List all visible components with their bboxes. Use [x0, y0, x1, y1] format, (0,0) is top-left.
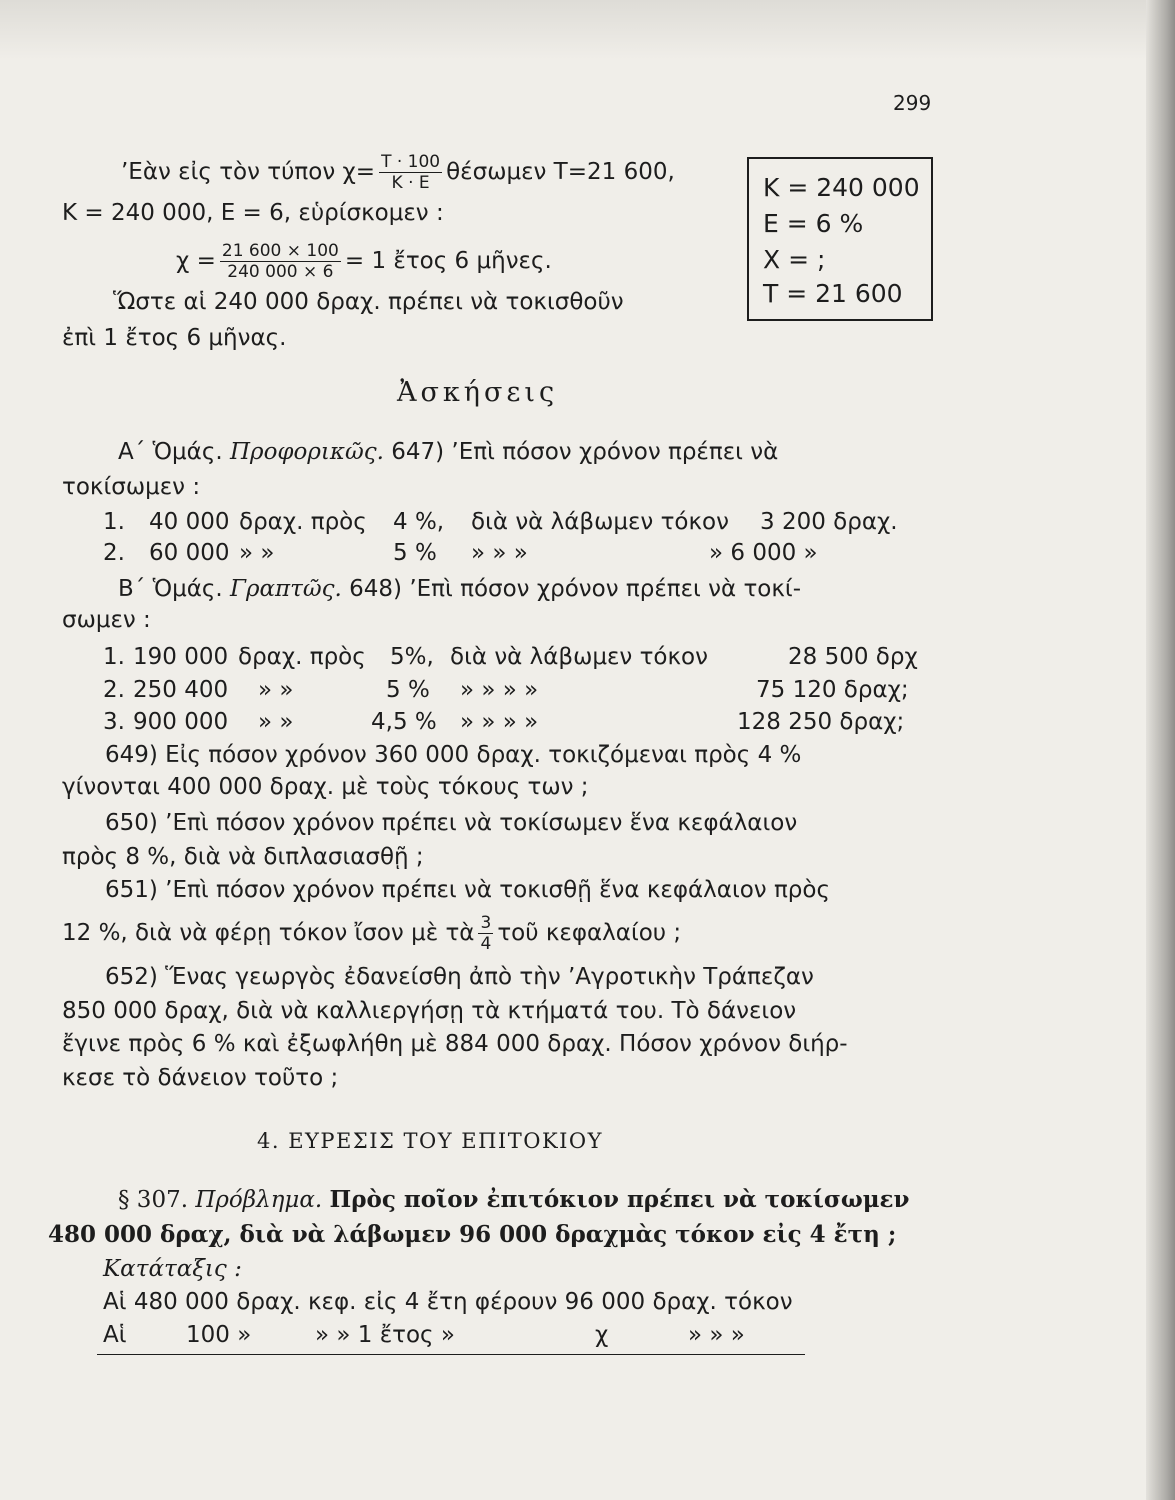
row-num: 1. — [103, 509, 125, 535]
underline-rule — [97, 1354, 805, 1355]
formula-intro-post: θέσωμεν Τ=21 600, — [446, 159, 675, 185]
row-amount: 190 000 — [133, 644, 229, 670]
exercise-649-line1: 649) Εἰς πόσον χρόνον 360 000 δραχ. τοκιζόμεναι πρὸς 4 % — [105, 742, 802, 768]
given-t: Τ = 21 600 — [763, 279, 903, 308]
given-x: Χ = ; — [763, 245, 826, 274]
problem-line2: 480 000 δραχ, διὰ νὰ λάβωμεν 96 000 δραχμὰς τόκον εἰς 4 ἔτη ; — [48, 1221, 897, 1248]
calc-frac-den: 240 000 × 6 — [220, 261, 341, 282]
row-amount: 250 400 — [133, 677, 229, 703]
row-num: 3. — [103, 709, 125, 735]
row-num: 1. — [103, 644, 125, 670]
problem-line1 — [118, 1185, 910, 1215]
exercise-651-line2 — [62, 913, 681, 954]
exercise-649-line2: γίνονται 400 000 δραχ. μὲ τοὺς τόκους των ; — [62, 774, 589, 800]
row-pros: » » — [258, 709, 294, 735]
formula-intro-pre: ’Εὰν εἰς τὸν τύπον χ= — [121, 159, 376, 185]
kataxis2-time: » » 1 ἔτος » — [315, 1322, 455, 1348]
row-phrase: διὰ νὰ λάβωμεν τόκον — [450, 644, 708, 670]
exercise-650-line2: πρὸς 8 %, διὰ νὰ διπλασιασθῇ ; — [62, 844, 424, 870]
row-pros: » » — [239, 540, 275, 566]
row-interest: 28 500 δρχ — [788, 644, 918, 670]
group-b-label: Β΄ Ὁμάς. — [118, 576, 223, 602]
group-b-heading — [118, 574, 801, 604]
row-interest: 75 120 δραχ; — [756, 677, 909, 703]
kataxis-line2 — [103, 1320, 745, 1350]
group-b-text: 648) ’Επὶ πόσον χρόνον πρέπει νὰ τοκί- — [349, 576, 801, 602]
formula-fraction — [379, 152, 442, 193]
calc-frac-num: 21 600 × 100 — [221, 241, 339, 261]
given-e: Ε = 6 % — [763, 209, 864, 238]
group-b-cont: σωμεν : — [62, 607, 151, 633]
row-rate: 5 % — [393, 540, 437, 566]
problem-label: Πρόβλημα. — [195, 1187, 323, 1213]
calc-post: = 1 ἔτος 6 μῆνες. — [344, 248, 552, 274]
group-a-cont: τοκίσωμεν : — [62, 474, 201, 500]
formula-frac-num: Τ · 100 — [381, 152, 441, 172]
exercise-652-line4: κεσε τὸ δάνειον τοῦτο ; — [62, 1065, 339, 1091]
group-b-row — [103, 675, 909, 705]
row-rate: 5%, — [390, 644, 434, 670]
kataxis2-amount: 100 » — [186, 1322, 252, 1348]
page-top-shadow — [0, 0, 1175, 60]
group-b-mode: Γραπτῶς. — [230, 576, 342, 602]
row-interest: 128 250 δραχ; — [737, 709, 905, 735]
row-phrase: διὰ νὰ λάβωμεν τόκον — [471, 509, 729, 535]
page-number: 299 — [893, 91, 932, 115]
kataxis2-ai: Αἱ — [103, 1322, 127, 1348]
group-a-label: Α΄ Ὁμάς. — [118, 439, 223, 465]
group-b-row — [103, 642, 918, 672]
formula-frac-den: Κ · Ε — [379, 172, 442, 193]
row-interest: » 6 000 » — [709, 540, 818, 566]
row-rate: 5 % — [386, 677, 430, 703]
row-amount: 60 000 — [149, 540, 230, 566]
row-amount: 40 000 — [149, 509, 230, 535]
row-rate: 4,5 % — [371, 709, 437, 735]
exercise-652-line2: 850 000 δραχ, διὰ νὰ καλλιεργήσῃ τὰ κτήματά του. Τὸ δάνειον — [62, 998, 797, 1024]
group-a-row — [103, 538, 818, 568]
group-a-text: 647) ’Επὶ πόσον χρόνον πρέπει νὰ — [391, 439, 779, 465]
fraction-num: 3 — [480, 913, 492, 933]
group-a-heading — [118, 437, 778, 467]
kataxis-line1: Αἱ 480 000 δραχ. κεφ. εἰς 4 ἔτη φέρουν 96 000 δραχ. τόκον — [103, 1289, 793, 1315]
given-values-box — [747, 157, 933, 321]
row-phrase: » » » — [471, 540, 528, 566]
conclusion-line1: Ὥστε αἱ 240 000 δραχ. πρέπει νὰ τοκισθοῦν — [113, 289, 624, 315]
row-num: 2. — [103, 677, 125, 703]
fraction-three-quarters — [478, 913, 493, 954]
row-pros: » » — [258, 677, 294, 703]
fraction-den: 4 — [480, 934, 492, 954]
group-a-row — [103, 507, 898, 537]
problem-text1: Πρὸς ποῖον ἐπιτόκιον πρέπει νὰ τοκίσωμεν — [329, 1186, 910, 1213]
row-interest: 3 200 δραχ. — [760, 509, 898, 535]
section-heading: 4. ΕΥΡΕΣΙΣ ΤΟΥ ΕΠΙΤΟΚΙΟΥ — [257, 1129, 604, 1153]
conclusion-line2: ἐπὶ 1 ἔτος 6 μῆνας. — [62, 325, 287, 351]
exercise-652-line1: 652) Ἕνας γεωργὸς ἐδανείσθη ἀπὸ τὴν ’Αγροτικὴν Τράπεζαν — [105, 964, 814, 990]
row-phrase: » » » » — [460, 677, 539, 703]
row-rate: 4 %, — [393, 509, 445, 535]
problem-number: § 307. — [118, 1187, 189, 1213]
exercise-652-line3: ἔγινε πρὸς 6 % καὶ ἐξωφλήθη μὲ 884 000 δραχ. Πόσον χρόνον διήρ- — [62, 1031, 848, 1057]
row-amount: 900 000 — [133, 709, 229, 735]
exercise-650-line1: 650) ’Επὶ πόσον χρόνον πρέπει νὰ τοκίσωμεν ἕνα κεφάλαιον — [105, 810, 798, 836]
row-phrase: » » » » — [460, 709, 539, 735]
row-pros: δραχ. πρὸς — [239, 509, 367, 535]
given-k: Κ = 240 000 — [763, 173, 920, 202]
group-a-mode: Προφορικῶς. — [229, 439, 384, 465]
calc-pre: χ = — [176, 248, 216, 274]
kataxis-label: Κατάταξις : — [103, 1256, 242, 1282]
kataxis2-x: χ — [595, 1322, 609, 1348]
exercise-651-line1: 651) ’Επὶ πόσον χρόνον πρέπει νὰ τοκισθῇ ἕνα κεφάλαιον πρὸς — [105, 877, 830, 903]
group-b-row — [103, 707, 905, 737]
kataxis2-tail: » » » — [688, 1322, 745, 1348]
exercise-651-post: τοῦ κεφαλαίου ; — [497, 920, 682, 946]
exercise-651-pre: 12 %, διὰ νὰ φέρῃ τόκον ἴσον μὲ τὰ — [62, 920, 475, 946]
row-pros: δραχ. πρὸς — [238, 644, 366, 670]
calc-fraction — [220, 241, 341, 282]
row-num: 2. — [103, 540, 125, 566]
page-edge — [1146, 0, 1175, 1500]
formula-line2: Κ = 240 000, Ε = 6, εὑρίσκομεν : — [62, 200, 444, 226]
formula-intro — [121, 152, 675, 193]
calculation — [176, 241, 552, 282]
exercises-title: Ἀσκήσεις — [397, 377, 559, 408]
